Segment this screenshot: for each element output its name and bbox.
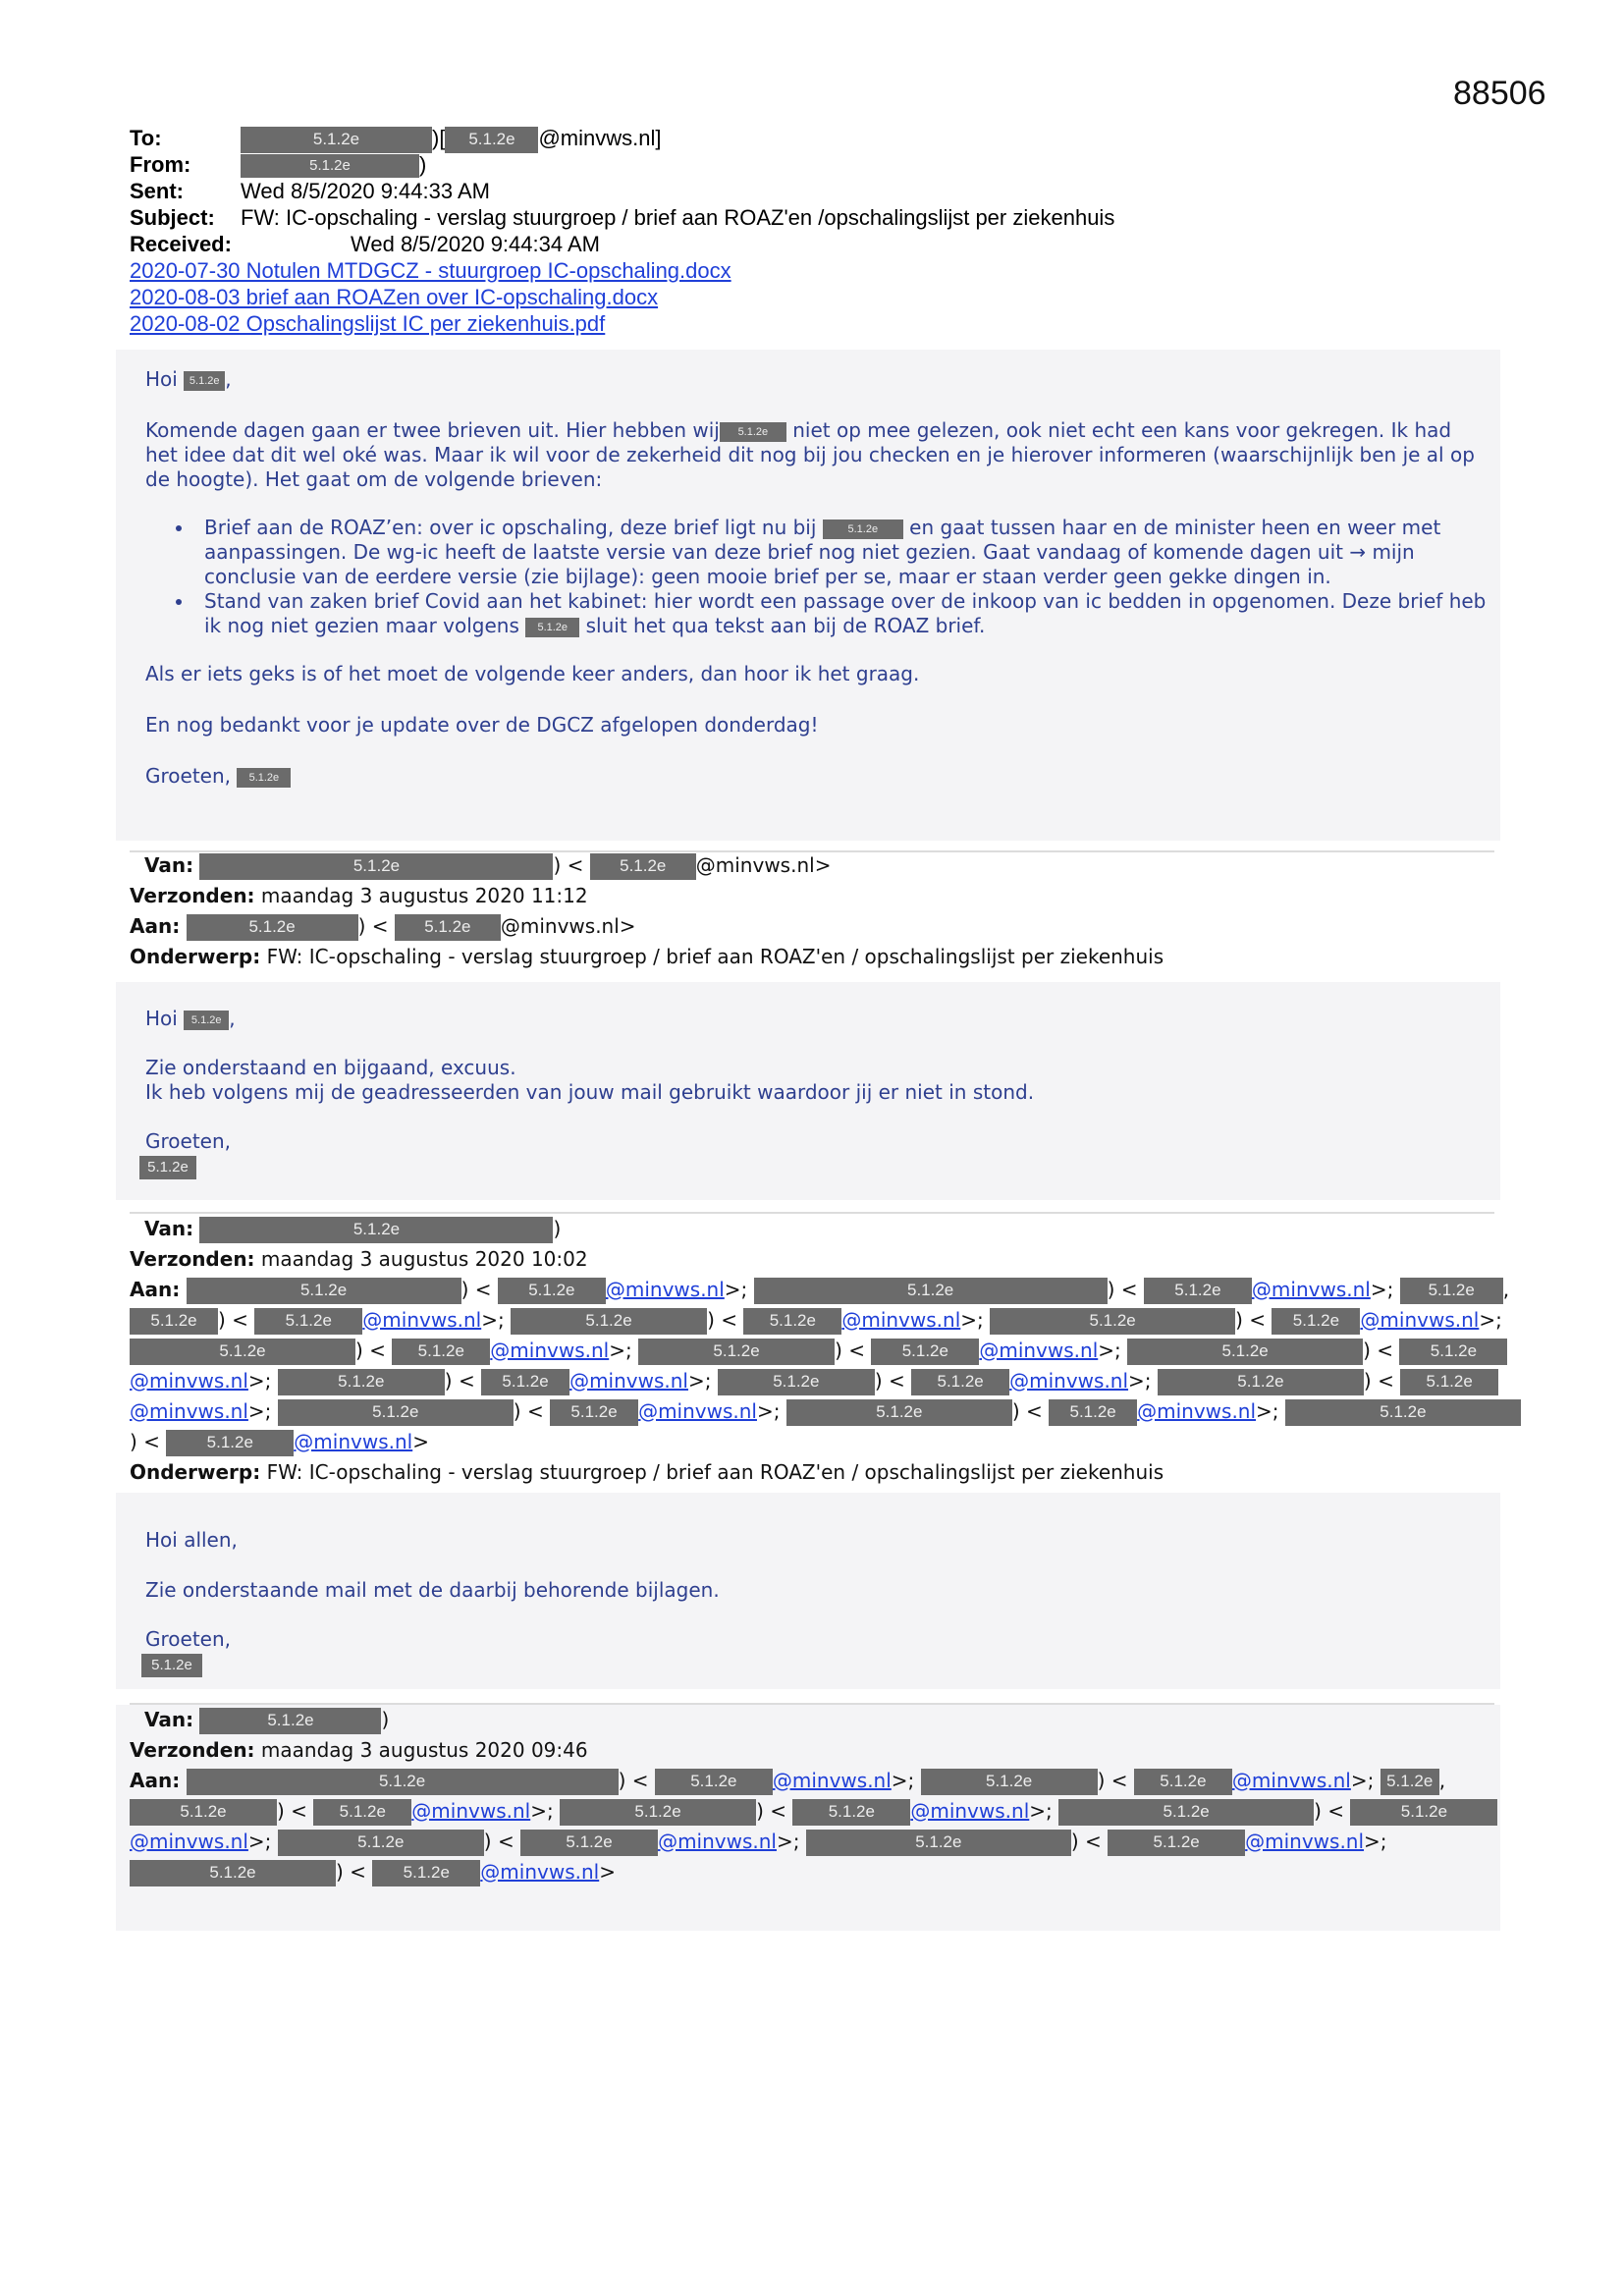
redaction: 5.1.2e [1127, 1339, 1363, 1365]
redaction: 5.1.2e [638, 1339, 835, 1365]
redaction: 5.1.2e [395, 914, 501, 941]
redaction: 5.1.2e [871, 1339, 979, 1365]
page-number: 88506 [1453, 75, 1546, 112]
redaction: 5.1.2e [498, 1278, 606, 1304]
redaction: 5.1.2e [550, 1399, 638, 1426]
redaction: 5.1.2e [278, 1399, 514, 1426]
redaction: 5.1.2e [1134, 1769, 1232, 1795]
from-row: From: 5.1.2e ) [130, 152, 427, 177]
sent-label: Sent: [130, 179, 184, 203]
message-body-1: Hoi 5.1.2e , Komende dagen gaan er twee brieven uit. Hier hebben wij 5.1.2e niet op mee gelezen, ook niet echt een kans voor gekregen. Ik had het idee dat dit wel oké was. Maar ik wil voor de zekerheid dit nog bij jou checken en je hierover informeren (waarschijnlijk ben je al op de hoogte). Het gaat om de volgende brieven: • Brief aan de ROAZ’en: over ic opschaling, deze brief ligt nu bij 5.1.2e en gaat tussen haar en de minister heen en weer met aanpassingen. De wg-ic heeft de laatste versie van deze brief nog niet gezien. Gaat vandaag of komende dagen uit → mijn conclusie van de eerdere versie (zie bijlage): geen mooie brief per se, maar er staan verder geen gekke dingen in. • Stand van zaken brief Covid aan het kabinet: hier wordt een passage over de inkoop van ic bedden in opgenomen. Deze brief heb ik nog niet gezien maar volgens 5.1.2e sluit het qua tekst aan bij de ROAZ brief. Als er iets geks is of het moet de volgende keer anders, dan hoor ik het graag. En nog bedankt voor je update over de DGCZ afgelopen donderdag! Groeten, 5.1.2e [116, 350, 1500, 841]
received-label: Received: [130, 232, 232, 256]
received-value: Wed 8/5/2020 9:44:34 AM [351, 232, 600, 256]
subject-label: Subject: [130, 205, 215, 230]
redaction: 5.1.2e [1108, 1830, 1245, 1856]
message-body-2: Hoi 5.1.2e , Zie onderstaand en bijgaand, excuus. Ik heb volgens mij de geadresseerden van jouw mail gebruikt waardoor jij er niet in stond. Groeten, 5.1.2e [116, 982, 1500, 1200]
redaction: 5.1.2e [139, 1156, 196, 1179]
received-row [130, 231, 1504, 257]
redaction: 5.1.2e [718, 1369, 875, 1395]
recipients-list: Aan: 5.1.2e ) < 5.1.2e @minvws.nl>; 5.1.2e ) < 5.1.2e @minvws.nl>; 5.1.2e , 5.1.2e ) < 5.1.2e @minvws.nl>; 5.1.2e ) < 5.1.2e @minvws.nl>; 5.1.2e ) < 5.1.2e @minvws.nl>; 5.1.2e ) < 5.1.2e @minvws.nl>; 5.1.2e ) < 5.1.2e @minvws.nl>; 5.1.2e ) < 5.1.2e@minvws.nl>; 5.1.2e ) < 5.1.2e @minvws.nl>; 5.1.2e ) < 5.1.2e @minvws.nl>; 5.1.2e ) < 5.1.2e@minvws.nl>; 5.1.2e ) < 5.1.2e @minvws.nl>; 5.1.2e ) < 5.1.2e @minvws.nl>; 5.1.2e) < 5.1.2e @minvws.nl> [130, 1278, 1521, 1453]
redaction: 5.1.2e [511, 1308, 707, 1335]
redaction: 5.1.2e [313, 1799, 411, 1826]
redaction: 5.1.2e [1058, 1799, 1314, 1826]
redaction: 5.1.2e [921, 1769, 1098, 1795]
redaction: 5.1.2e [792, 1799, 910, 1826]
redaction: 5.1.2e [520, 1830, 658, 1856]
subject-value: FW: IC-opschaling - verslag stuurgroep / brief aan ROAZ'en /opschalingslijst per ziekenhuis [241, 205, 1115, 230]
from-label: From: [130, 152, 191, 177]
subject-row [130, 204, 1504, 231]
redaction: 5.1.2e [720, 422, 786, 442]
forwarded-header-3: Van: 5.1.2e ) Verzonden: maandag 3 augustus 2020 10:02 Aan: 5.1.2e ) < 5.1.2e @minvws.nl>; 5.1.2e ) < 5.1.2e @minvws.nl>; 5.1.2e , 5.1.2e ) < 5.1.2e @minvws.nl>; 5.1.2e ) < 5.1.2e @minvws.nl>; 5.1.2e ) < 5.1.2e @minvws.nl>; 5.1.2e ) < 5.1.2e @minvws.nl>; 5.1.2e ) < 5.1.2e @minvws.nl>; 5.1.2e ) < 5.1.2e@minvws.nl>; 5.1.2e ) < 5.1.2e @minvws.nl>; 5.1.2e ) < 5.1.2e @minvws.nl>; 5.1.2e ) < 5.1.2e@minvws.nl>; 5.1.2e ) < 5.1.2e @minvws.nl>; 5.1.2e ) < 5.1.2e @minvws.nl>; 5.1.2e) < 5.1.2e @minvws.nl> Onderwerp: FW: IC-opschaling - verslag stuurgroep / brief aan ROAZ'en / opschalingslijst per ziekenhuis [130, 1214, 1524, 1488]
redaction: 5.1.2e [823, 519, 903, 539]
redaction: 5.1.2e [241, 127, 432, 153]
email-header [130, 125, 1504, 337]
attachment-link[interactable]: 2020-08-02 Opschalingslijst IC per ziekenhuis.pdf [130, 311, 606, 336]
redaction: 5.1.2e [372, 1860, 480, 1886]
redaction: 5.1.2e [130, 1339, 355, 1365]
redaction: 5.1.2e [655, 1769, 773, 1795]
redaction: 5.1.2e [199, 853, 553, 880]
redaction: 5.1.2e [1400, 1369, 1498, 1395]
redaction: 5.1.2e [187, 914, 358, 941]
redaction: 5.1.2e [199, 1708, 381, 1734]
redaction: 5.1.2e [1144, 1278, 1252, 1304]
redaction: 5.1.2e [187, 1278, 461, 1304]
redaction: 5.1.2e [1272, 1308, 1360, 1335]
redaction: 5.1.2e [560, 1799, 756, 1826]
redaction: 5.1.2e [525, 618, 579, 637]
redaction: 5.1.2e [130, 1308, 218, 1335]
redaction: 5.1.2e [1049, 1399, 1137, 1426]
attachment-link[interactable]: 2020-08-03 brief aan ROAZen over IC-opschaling.docx [130, 285, 659, 309]
to-row: To: 5.1.2e )[ 5.1.2e @minvws.nl] [130, 125, 1504, 151]
redaction: 5.1.2e [1400, 1278, 1503, 1304]
redaction: 5.1.2e [1380, 1769, 1439, 1795]
sent-value: Wed 8/5/2020 9:44:33 AM [241, 179, 490, 203]
attachment-link[interactable]: 2020-07-30 Notulen MTDGCZ - stuurgroep IC-opschaling.docx [130, 258, 731, 283]
redaction: 5.1.2e [199, 1217, 553, 1243]
redaction: 5.1.2e [278, 1369, 445, 1395]
redaction: 5.1.2e [786, 1399, 1012, 1426]
redaction: 5.1.2e [392, 1339, 490, 1365]
redaction: 5.1.2e [481, 1369, 569, 1395]
redaction: 5.1.2e [1399, 1339, 1507, 1365]
redaction: 5.1.2e [141, 1654, 202, 1677]
redaction: 5.1.2e [1158, 1369, 1364, 1395]
sent-row [130, 178, 1504, 204]
redaction: 5.1.2e [166, 1430, 294, 1456]
recipients-list: Aan: 5.1.2e ) < 5.1.2e @minvws.nl>; 5.1.2e ) < 5.1.2e @minvws.nl>; 5.1.2e , 5.1.2e ) < 5.1.2e @minvws.nl>; 5.1.2e ) < 5.1.2e @minvws.nl>; 5.1.2e ) < 5.1.2e@minvws.nl>; 5.1.2e ) < 5.1.2e @minvws.nl>; 5.1.2e ) < 5.1.2e @minvws.nl>; 5.1.2e ) < 5.1.2e @minvws.nl> [130, 1769, 1497, 1884]
list-item: • Brief aan de ROAZ’en: over ic opschaling, deze brief ligt nu bij 5.1.2e en gaat tussen haar en de minister heen en weer met aanpassingen. De wg-ic heeft de laatste versie van deze brief nog niet gezien. Gaat vandaag of komende dagen uit → mijn conclusie van de eerdere versie (zie bijlage): geen mooie brief per se, maar er staan verder geen gekke dingen in. [194, 516, 1487, 589]
redaction: 5.1.2e [1285, 1399, 1521, 1426]
redaction: 5.1.2e [754, 1278, 1108, 1304]
redaction: 5.1.2e [806, 1830, 1071, 1856]
redaction: 5.1.2e [130, 1799, 277, 1826]
to-label: To: [130, 126, 162, 150]
forwarded-header-4: Van: 5.1.2e ) Verzonden: maandag 3 augustus 2020 09:46 Aan: 5.1.2e ) < 5.1.2e @minvws.nl>; 5.1.2e ) < 5.1.2e @minvws.nl>; 5.1.2e , 5.1.2e ) < 5.1.2e @minvws.nl>; 5.1.2e ) < 5.1.2e @minvws.nl>; 5.1.2e ) < 5.1.2e@minvws.nl>; 5.1.2e ) < 5.1.2e @minvws.nl>; 5.1.2e ) < 5.1.2e @minvws.nl>; 5.1.2e ) < 5.1.2e @minvws.nl> [130, 1705, 1524, 1887]
redaction: 5.1.2e [990, 1308, 1235, 1335]
redaction: 5.1.2e [278, 1830, 484, 1856]
redaction: 5.1.2e [743, 1308, 841, 1335]
redaction: 5.1.2e [184, 371, 225, 391]
redaction: 5.1.2e [241, 154, 419, 178]
redaction: 5.1.2e [590, 853, 696, 880]
redaction: 5.1.2e [237, 768, 291, 788]
message-body-3: Hoi allen, Zie onderstaande mail met de daarbij behorende bijlagen. Groeten, 5.1.2e [116, 1493, 1500, 1689]
redaction: 5.1.2e [1350, 1799, 1497, 1826]
redaction: 5.1.2e [187, 1769, 619, 1795]
redaction: 5.1.2e [445, 127, 538, 153]
redaction: 5.1.2e [254, 1308, 362, 1335]
redaction: 5.1.2e [184, 1011, 229, 1030]
forwarded-header-2: Van: 5.1.2e ) < 5.1.2e @minvws.nl> Verzonden: maandag 3 augustus 2020 11:12 Aan: 5.1.2e ) < 5.1.2e @minvws.nl> Onderwerp: FW: IC-opschaling - verslag stuurgroep / brief aan ROAZ'en / opschalingslijst per ziekenhuis [130, 853, 1164, 968]
redaction: 5.1.2e [130, 1860, 336, 1886]
redaction: 5.1.2e [911, 1369, 1009, 1395]
letters-list [145, 516, 1487, 638]
list-item: • Stand van zaken brief Covid aan het kabinet: hier wordt een passage over de inkoop van ic bedden in opgenomen. Deze brief heb ik nog niet gezien maar volgens 5.1.2e sluit het qua tekst aan bij de ROAZ brief. [194, 589, 1487, 638]
